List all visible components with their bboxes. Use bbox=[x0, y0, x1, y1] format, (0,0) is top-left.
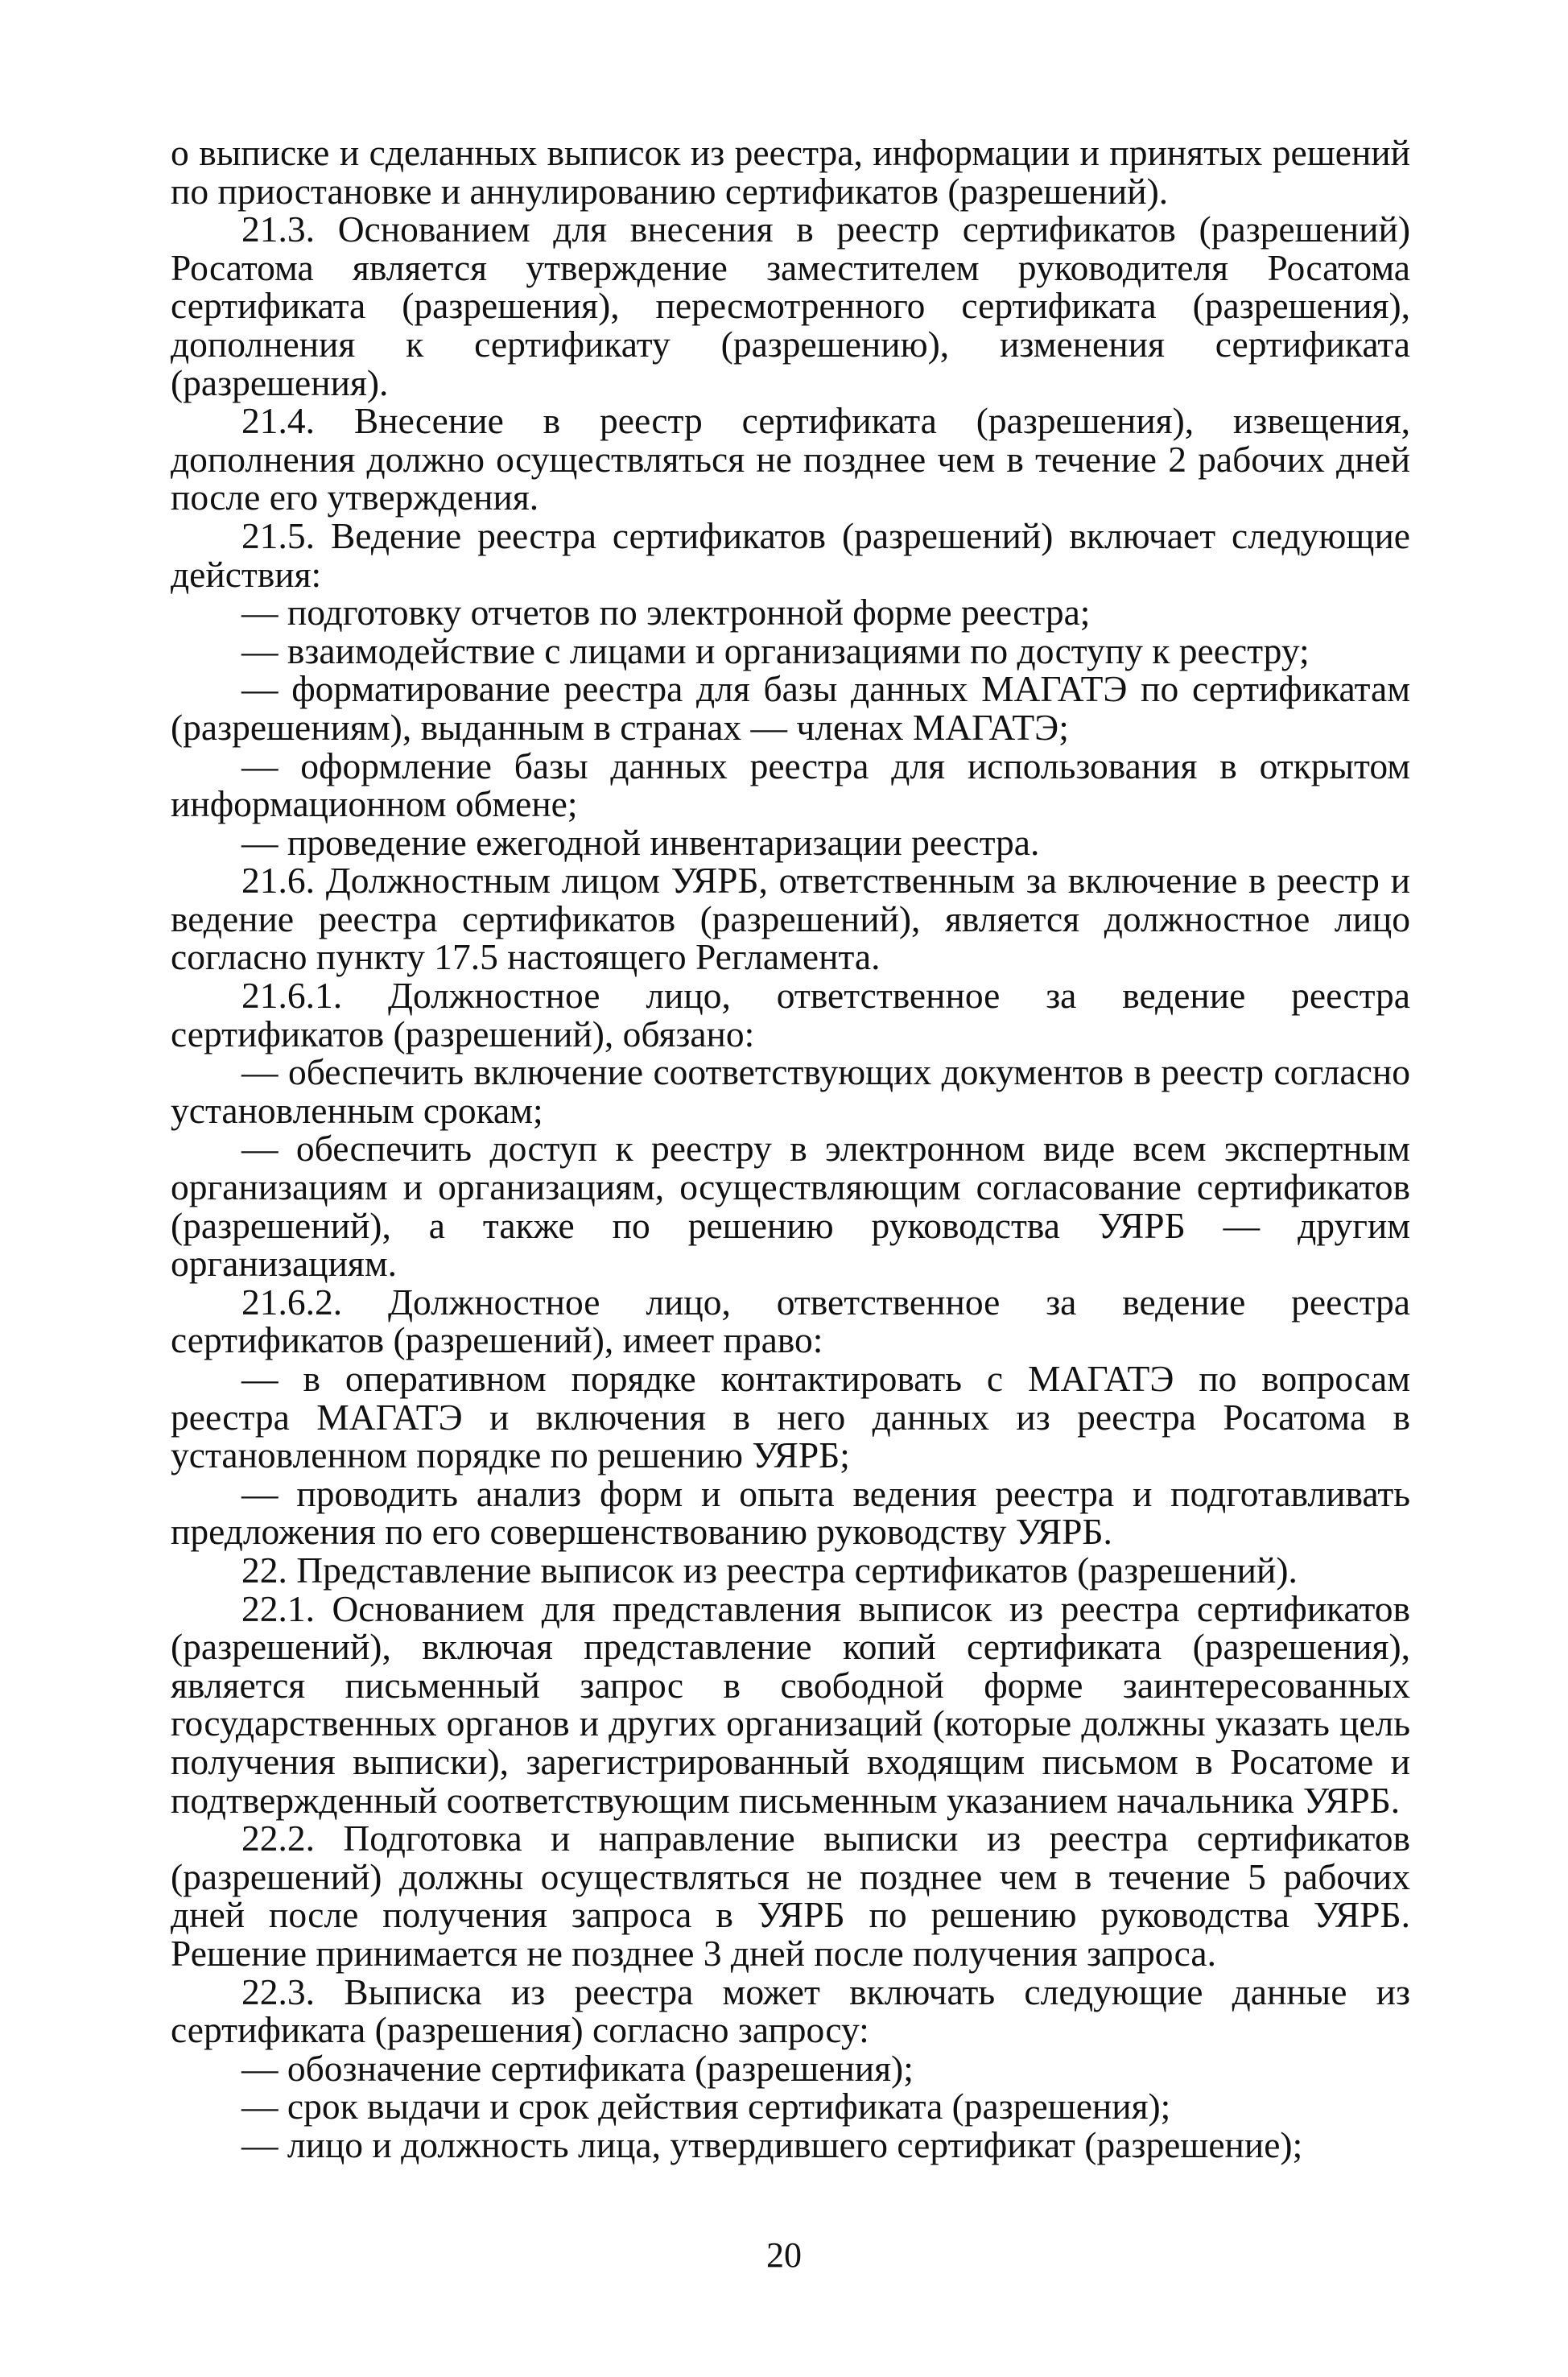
paragraph-continuation: о выписке и сделанных выписок из реестра, информации и принятых решений по приостановке и аннулированию сертификатов (разрешений). bbox=[171, 132, 1410, 212]
list-item: — в оперативном порядке контактировать с МАГАТЭ по вопросам реестра МАГАТЭ и включения в него данных из реестра Росатома в установленном порядке по решению УЯРБ; bbox=[171, 1358, 1410, 1476]
list-item: — проведение ежегодной инвентаризации реестра. bbox=[241, 821, 1040, 863]
paragraph-22: 22. Представление выписок из реестра сертификатов (разрешений). bbox=[241, 1549, 1298, 1591]
list-item: — проводить анализ форм и опыта ведения реестра и подготавливать предложения по его совершенствованию руководству УЯРБ. bbox=[171, 1472, 1410, 1553]
paragraph-21-3: 21.3. Основанием для внесения в реестр сертификатов (разрешений) Росатома является утверждение заместителем руководителя Росатома сертификата (разрешения), пересмотренного сертификата (разрешения), дополнения к сертификату (разрешению), изменения сертификата (разрешения). bbox=[171, 208, 1410, 403]
list-item: — форматирование реестра для базы данных МАГАТЭ по сертификатам (разрешениям), выданным в странах — членах МАГАТЭ; bbox=[171, 668, 1410, 748]
list-item: — обеспечить доступ к реестру в электронном виде всем экспертным организациям и организациям, осуществляющим согласование сертификатов (разрешений), а также по решению руководства УЯРБ — другим организациям. bbox=[171, 1128, 1410, 1285]
list-item: — подготовку отчетов по электронной форме реестра; bbox=[241, 592, 1091, 633]
paragraph-22-1: 22.1. Основанием для представления выписок из реестра сертификатов (разрешений), включая представление копий сертификата (разрешения), является письменный запрос в свободной форме заинтересованных государственных органов и других организаций (которые должны указать цель получения выписки), зарегистрированный входящим письмом в Росатоме и подтвержденный соответствующим письменным указанием начальника УЯРБ. bbox=[171, 1587, 1410, 1821]
document-body bbox=[171, 134, 1410, 2164]
paragraph-21-4: 21.4. Внесение в реестр сертификата (разрешения), извещения, дополнения должно осуществляться не позднее чем в течение 2 рабочих дней после его утверждения. bbox=[171, 400, 1410, 518]
paragraph-22-3: 22.3. Выписка из реестра может включать следующие данные из сертификата (разрешения) согласно запросу: bbox=[171, 1971, 1410, 2051]
list-item: — срок выдачи и срок действия сертификата (разрешения); bbox=[241, 2086, 1171, 2127]
list-item: — взаимодействие с лицами и организациями по доступу к реестру; bbox=[241, 629, 1310, 671]
list-item: — обеспечить включение соответствующих документов в реестр согласно установленным срокам; bbox=[171, 1051, 1410, 1131]
list-item: — оформление базы данных реестра для использования в открытом информационном обмене; bbox=[171, 745, 1410, 825]
paragraph-21-6: 21.6. Должностным лицом УЯРБ, ответственным за включение в реестр и ведение реестра сертификатов (разрешений), является должностное лицо согласно пункту 17.5 настоящего Регламента. bbox=[171, 860, 1410, 978]
paragraph-21-5: 21.5. Ведение реестра сертификатов (разрешений) включает следующие действия: bbox=[171, 514, 1410, 595]
list-item: — лицо и должность лица, утвердившего сертификат (разрешение); bbox=[241, 2123, 1303, 2165]
paragraph-22-2: 22.2. Подготовка и направление выписки из реестра сертификатов (разрешений) должны осуществляться не позднее чем в течение 5 рабочих дней после получения запроса в УЯРБ по решению руководства УЯРБ. Решение принимается не позднее 3 дней после получения запроса. bbox=[171, 1818, 1410, 1974]
page-number: 20 bbox=[766, 2235, 802, 2275]
paragraph-21-6-1: 21.6.1. Должностное лицо, ответственное за ведение реестра сертификатов (разрешений), обязано: bbox=[171, 975, 1410, 1054]
paragraph-21-6-2: 21.6.2. Должностное лицо, ответственное за ведение реестра сертификатов (разрешений), имеет право: bbox=[171, 1281, 1410, 1361]
list-item: — обозначение сертификата (разрешения); bbox=[241, 2047, 914, 2089]
